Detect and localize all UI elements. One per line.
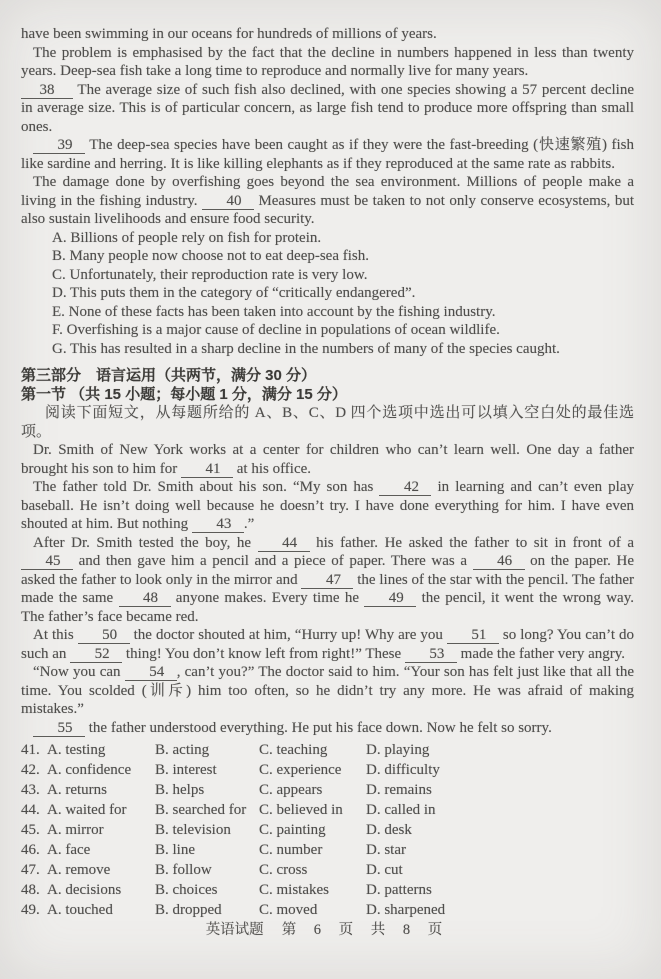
blank-47: 47 (301, 573, 353, 589)
option-a: A. testing (47, 742, 106, 758)
option-d: D. difficulty (366, 762, 440, 778)
paragraph: 39 The deep-sea species have been caught as if they were the fast-breeding (快速繁殖) fish like sardine and herring. It is like killing elephants as if they reproduced at the same rate as rabbits. (21, 137, 634, 172)
option-c: C. moved (259, 902, 318, 918)
footer-page-info: 第 6 页 共 8 页 (281, 922, 450, 938)
mcq-row (21, 840, 634, 860)
option-c: C. experience (259, 762, 342, 778)
option-d: D. star (366, 842, 406, 858)
option-a: A. remove (47, 862, 111, 878)
footer-doc-label: 英语试题 (205, 922, 264, 938)
blank-51: 51 (447, 628, 499, 644)
option-d: D. playing (366, 742, 430, 758)
gap-option: F. Overfishing is a major cause of decline in populations of ocean wildlife. (52, 322, 500, 338)
page-footer (21, 921, 634, 940)
question-number: 42. (21, 762, 40, 778)
gap-options-list (21, 229, 634, 359)
paragraph: Dr. Smith of New York works at a center for children who can’t learn well. One day a father brought his son to him for 41 at his office. (21, 442, 634, 477)
paragraph: At this 50 the doctor shouted at him, “Hurry up! Why are you 51 so long? You can’t do such an 52 thing! You don’t know left from right!” These 53 made the father very angry. (21, 627, 634, 662)
option-b: B. acting (155, 742, 210, 758)
blank-52: 52 (70, 647, 122, 663)
option-c: C. teaching (259, 742, 328, 758)
paragraph: The problem is emphasised by the fact that the decline in numbers happened in less than twenty years. Deep-sea fish take a long time to reproduce and normally live for many years. (21, 44, 634, 79)
question-number: 49. (21, 902, 40, 918)
blank-45: 45 (21, 554, 73, 570)
blank-55: 55 (33, 721, 85, 737)
option-a: A. touched (47, 902, 113, 918)
option-b: B. dropped (155, 902, 222, 918)
gap-option: E. None of these facts has been taken into account by the fishing industry. (52, 303, 496, 320)
option-d: D. sharpened (366, 902, 446, 918)
option-a: A. waited for (47, 802, 127, 818)
paragraph: have been swimming in our oceans for hundreds of millions of years. (21, 26, 437, 42)
option-b: B. helps (155, 782, 205, 798)
paragraph: The damage done by overfishing goes beyond the sea environment. Millions of people make a living in the fishing industry. 40 Measures must be taken to not only conserve ecosystems, but also sustain livelihoods and ensure food security. (21, 174, 635, 227)
option-b: B. interest (155, 762, 217, 778)
blank-54: 54 (125, 665, 177, 681)
section1-heading: 第一节 （共 15 小题；每小题 1 分，满分 15 分） (21, 386, 347, 403)
option-d: D. desk (366, 822, 412, 838)
question-number: 45. (21, 822, 40, 838)
option-a: A. confidence (47, 762, 132, 778)
gap-option: C. Unfortunately, their reproduction rate is very low. (52, 266, 368, 283)
option-b: B. television (155, 822, 231, 838)
section-headings (21, 366, 634, 404)
option-c: C. mistakes (259, 882, 329, 898)
option-a: A. face (47, 842, 91, 858)
mcq-row (21, 780, 634, 800)
mcq-row (21, 820, 634, 840)
paragraph: 38 The average size of such fish also declined, with one species showing a 57 percent decline in average size. This is of particular concern, as large fish tend to produce more offspring than small ones. (21, 81, 634, 135)
option-b: B. choices (155, 882, 218, 898)
mcq-row (21, 740, 634, 760)
gap-option: G. This has resulted in a sharp decline in the numbers of many of the species caught. (52, 340, 560, 357)
cloze-instruction: 阅读下面短文，从每题所给的 A、B、C、D 四个选项中选出可以填入空白处的最佳选项。 (21, 405, 634, 440)
paragraph: “Now you can 54 , can’t you?” The doctor said to him. “Your son has felt just like that all the time. You scolded (训斥) him too often, so he didn’t try any more. He was afraid of making mistakes.” (21, 664, 635, 717)
option-a: A. returns (47, 782, 107, 798)
mcq-row (21, 860, 634, 880)
option-c: C. number (259, 842, 323, 858)
gap-option: D. This puts them in the category of “critically endangered”. (52, 285, 416, 301)
question-number: 44. (21, 802, 40, 818)
blank-46: 46 (473, 554, 525, 570)
blank-43: 43 (192, 517, 244, 533)
blank-50: 50 (78, 628, 130, 644)
option-b: B. line (155, 842, 195, 858)
question-number: 48. (21, 882, 40, 898)
mcq-row (21, 880, 634, 900)
question-number: 43. (21, 782, 40, 798)
gap-option: A. Billions of people rely on fish for protein. (52, 229, 322, 246)
option-c: C. believed in (259, 802, 343, 818)
paragraph: The father told Dr. Smith about his son. “My son has 42 in learning and can’t even play baseball. He isn’t doing well because he doesn’t try. I have done everything for him. I have even shouted at him. But nothing 43 .” (21, 479, 635, 532)
option-d: D. called in (366, 802, 436, 818)
option-d: D. cut (366, 862, 403, 878)
mcq-row (21, 800, 634, 820)
option-c: C. painting (259, 822, 326, 838)
option-d: D. patterns (366, 882, 432, 898)
blank-41: 41 (181, 462, 233, 478)
blank-38: 38 (21, 83, 73, 99)
paragraph: 55 the father understood everything. He put his face down. Now he felt so sorry. (21, 719, 634, 738)
mcq-row (21, 900, 634, 920)
mcq-table (21, 740, 634, 920)
blank-44: 44 (258, 536, 310, 552)
gap-option: B. Many people now choose not to eat deep-sea fish. (52, 248, 369, 264)
option-b: B. follow (155, 862, 212, 878)
blank-53: 53 (405, 647, 457, 663)
part3-heading: 第三部分 语言运用（共两节，满分 30 分） (21, 367, 317, 384)
blank-40: 40 (202, 194, 254, 210)
option-a: A. decisions (47, 882, 122, 898)
blank-49: 49 (364, 591, 416, 607)
question-number: 41. (21, 742, 40, 758)
paragraph: After Dr. Smith tested the boy, he 44 his father. He asked the father to sit in front of a 45 and then gave him a pencil and a piece of paper. There was a 46 on the paper. He asked the father to look only in the mirror and 47 the lines of the star with the pencil. The father made the same 48 anyone makes. Every time he 49 the pencil, it went the wrong way. The father’s face became red. (21, 534, 634, 625)
question-number: 47. (21, 862, 40, 878)
blank-42: 42 (379, 480, 431, 496)
option-c: C. appears (259, 782, 323, 798)
option-a: A. mirror (47, 822, 104, 838)
option-b: B. searched for (155, 802, 247, 818)
question-number: 46. (21, 842, 40, 858)
blank-48: 48 (119, 591, 171, 607)
cloze-passage (21, 441, 634, 737)
mcq-row (21, 760, 634, 780)
blank-39: 39 (33, 138, 85, 154)
option-c: C. cross (259, 862, 308, 878)
option-d: D. remains (366, 782, 432, 798)
ocean-passage (21, 25, 634, 229)
